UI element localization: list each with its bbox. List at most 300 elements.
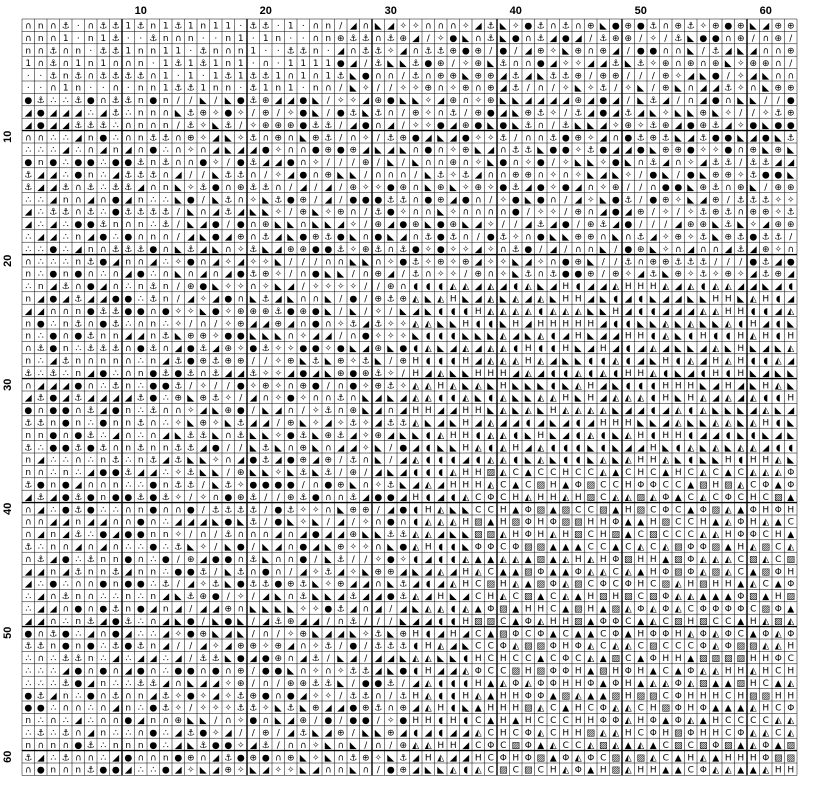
stitch-symbol: ◣ [487, 158, 494, 168]
stitch-symbol: ◣ [512, 394, 519, 404]
stitch-symbol: Φ [550, 580, 557, 590]
stitch-symbol: ∩ [200, 208, 207, 218]
stitch-symbol: ⚓ [24, 183, 32, 193]
stitch-symbol: ▲ [550, 555, 557, 565]
stitch-symbol: ◭ [500, 406, 507, 416]
stitch-symbol: H [712, 356, 719, 366]
stitch-symbol: ⊕ [399, 34, 407, 44]
stitch-symbol: / [214, 96, 218, 106]
stitch-symbol: ● [162, 381, 170, 391]
stitch-symbol: ▲ [712, 753, 719, 763]
stitch-symbol: ⚓ [399, 245, 407, 255]
stitch-symbol: n [150, 332, 156, 342]
stitch-symbol: C [488, 642, 494, 652]
stitch-symbol: ◣ [462, 381, 469, 391]
stitch-symbol: ⊕ [299, 381, 307, 391]
stitch-symbol: ◣ [175, 332, 182, 342]
stitch-symbol: ● [249, 480, 257, 490]
stitch-symbol: ◣ [750, 22, 757, 32]
stitch-symbol: ◣ [787, 369, 794, 379]
stitch-symbol: ∩ [737, 208, 744, 218]
stitch-symbol: ⚓ [424, 46, 432, 56]
stitch-symbol: ● [224, 493, 232, 503]
stitch-symbol: ⚓ [487, 34, 495, 44]
stitch-symbol: ⚓ [24, 753, 32, 763]
stitch-symbol: C [488, 728, 494, 738]
stitch-symbol: C [513, 654, 519, 664]
stitch-symbol: 1 [288, 59, 294, 69]
stitch-symbol: H [737, 691, 744, 701]
stitch-symbol: ⚓ [212, 369, 220, 379]
stitch-symbol: ✧ [562, 84, 570, 94]
stitch-symbol: ● [37, 766, 45, 776]
stitch-symbol: ✧ [487, 220, 495, 230]
stitch-symbol: ◖ [651, 332, 656, 342]
stitch-symbol: ∩ [62, 431, 69, 441]
stitch-symbol: ∩ [25, 505, 32, 515]
stitch-symbol: n [163, 604, 169, 614]
stitch-symbol: ✧ [362, 629, 370, 639]
stitch-symbol: ◣ [462, 530, 469, 540]
stitch-symbol: ▲ [737, 741, 744, 751]
stitch-symbol: ◢ [437, 493, 444, 503]
stitch-symbol: n [50, 418, 56, 428]
stitch-symbol: Φ [512, 629, 519, 639]
stitch-symbol: ∩ [412, 146, 419, 156]
stitch-symbol: ◢ [237, 208, 244, 218]
stitch-symbol: ∩ [237, 530, 244, 540]
stitch-symbol: ◢ [337, 518, 344, 528]
stitch-symbol: ∴ [163, 319, 169, 329]
stitch-symbol: ◭ [437, 518, 444, 528]
stitch-symbol: ∴ [138, 592, 144, 602]
stitch-symbol: ◣ [637, 96, 644, 106]
stitch-symbol: ◭ [562, 580, 569, 590]
stitch-symbol: ⊕ [274, 319, 282, 329]
stitch-symbol: n [50, 480, 56, 490]
stitch-symbol: ∩ [225, 431, 232, 441]
stitch-symbol: ⚓ [87, 617, 95, 627]
stitch-symbol: ◢ [662, 406, 669, 416]
stitch-symbol: ⚓ [374, 629, 382, 639]
stitch-symbol: Φ [575, 567, 582, 577]
stitch-symbol: / [214, 319, 218, 329]
stitch-symbol: H [662, 356, 669, 366]
stitch-symbol: H [512, 443, 519, 453]
stitch-symbol: ⚓ [699, 257, 707, 267]
stitch-symbol: ✧ [274, 146, 282, 156]
stitch-symbol: / [352, 270, 356, 280]
stitch-symbol: ⚓ [224, 71, 232, 81]
stitch-symbol: ⊕ [237, 642, 245, 652]
stitch-symbol: ◢ [25, 220, 32, 230]
stitch-symbol: ⚓ [249, 270, 257, 280]
stitch-symbol: C [775, 704, 781, 714]
stitch-symbol: / [352, 728, 356, 738]
stitch-symbol: n [75, 518, 81, 528]
stitch-symbol: n [113, 332, 119, 342]
stitch-symbol: / [214, 716, 218, 726]
stitch-symbol: H [637, 666, 644, 676]
stitch-symbol: ⊕ [662, 257, 670, 267]
stitch-symbol: ◣ [537, 282, 544, 292]
stitch-symbol: ✧ [374, 183, 382, 193]
stitch-symbol: n [138, 121, 144, 131]
stitch-symbol: Φ [525, 728, 532, 738]
stitch-symbol: ◭ [662, 332, 669, 342]
stitch-symbol: ∩ [250, 567, 257, 577]
stitch-symbol: ▲ [575, 629, 582, 639]
stitch-symbol: ◣ [762, 84, 769, 94]
stitch-symbol: n [100, 728, 106, 738]
stitch-symbol: ▲ [562, 704, 569, 714]
stitch-symbol: ⚓ [324, 642, 332, 652]
stitch-symbol: Φ [737, 518, 744, 528]
stitch-symbol: ◣ [775, 133, 782, 143]
stitch-symbol: H [700, 518, 707, 528]
stitch-symbol: ◢ [337, 443, 344, 453]
stitch-symbol: ● [212, 741, 220, 751]
stitch-symbol: ∩ [325, 394, 332, 404]
stitch-symbol: C [625, 468, 631, 478]
stitch-symbol: ⊕ [199, 592, 207, 602]
stitch-symbol: ⚓ [512, 245, 520, 255]
stitch-symbol: ● [549, 146, 557, 156]
stitch-symbol: C [763, 530, 769, 540]
stitch-symbol: ● [99, 468, 107, 478]
stitch-symbol: · [214, 34, 217, 44]
stitch-symbol: ⊕ [462, 84, 470, 94]
stitch-symbol: ▲ [662, 766, 669, 776]
row-label: 50 [2, 627, 14, 639]
stitch-symbol: ◢ [412, 34, 419, 44]
stitch-symbol: ⊕ [624, 121, 632, 131]
stitch-symbol: H [600, 555, 607, 565]
stitch-symbol: Φ [537, 691, 544, 701]
stitch-symbol: ◣ [225, 146, 232, 156]
stitch-symbol: ◣ [675, 369, 682, 379]
stitch-symbol: ∩ [137, 257, 144, 267]
stitch-symbol: ⚓ [724, 158, 732, 168]
column-label: 60 [760, 5, 772, 17]
stitch-symbol: C [650, 468, 656, 478]
stitch-symbol: ◢ [237, 456, 244, 466]
stitch-symbol: Φ [525, 741, 532, 751]
stitch-symbol: ⚓ [74, 394, 82, 404]
stitch-symbol: Φ [675, 716, 682, 726]
stitch-symbol: ⊕ [699, 121, 707, 131]
stitch-symbol: ✧ [449, 146, 457, 156]
stitch-symbol: Φ [787, 580, 794, 590]
stitch-symbol: ∴ [38, 245, 44, 255]
stitch-symbol: n [50, 530, 56, 540]
stitch-symbol: ⚓ [249, 84, 257, 94]
stitch-symbol: ● [124, 232, 132, 242]
stitch-symbol: ⚓ [299, 493, 307, 503]
stitch-symbol: ∩ [25, 518, 32, 528]
stitch-symbol: n [225, 84, 231, 94]
stitch-symbol: C [600, 642, 606, 652]
stitch-symbol: ⊕ [737, 22, 745, 32]
stitch-symbol: ⚓ [149, 456, 157, 466]
stitch-symbol: ▲ [762, 592, 769, 602]
stitch-symbol: / [364, 555, 368, 565]
stitch-symbol: ⊕ [374, 431, 382, 441]
stitch-symbol: ∩ [725, 34, 732, 44]
stitch-symbol: ⊕ [437, 183, 445, 193]
stitch-symbol: Φ [525, 505, 532, 515]
stitch-symbol: ∴ [138, 356, 144, 366]
stitch-symbol: ◖ [413, 728, 418, 738]
stitch-symbol: ⊕ [537, 46, 545, 56]
stitch-symbol: ◖ [451, 679, 456, 689]
stitch-symbol: ◢ [562, 431, 569, 441]
stitch-symbol: ◣ [362, 257, 369, 267]
stitch-symbol: ◣ [175, 183, 182, 193]
stitch-symbol: / [652, 208, 656, 218]
stitch-symbol: ∩ [712, 245, 719, 255]
stitch-symbol: ◣ [287, 220, 294, 230]
stitch-symbol: ⊕ [774, 220, 782, 230]
stitch-symbol: H [425, 716, 432, 726]
stitch-symbol: ◢ [37, 530, 44, 540]
stitch-symbol: ◢ [187, 232, 194, 242]
stitch-symbol: C [563, 629, 569, 639]
stitch-symbol: n [325, 34, 331, 44]
stitch-symbol: ∴ [125, 679, 131, 689]
stitch-symbol: ◢ [225, 270, 232, 280]
stitch-symbol: ⊕ [662, 121, 670, 131]
stitch-symbol: ● [649, 195, 657, 205]
stitch-symbol: ◢ [75, 542, 82, 552]
stitch-symbol: ✧ [374, 555, 382, 565]
stitch-symbol: H [462, 468, 469, 478]
stitch-symbol: ◣ [375, 530, 382, 540]
stitch-symbol: n [88, 34, 94, 44]
stitch-symbol: ◣ [587, 257, 594, 267]
stitch-symbol: ◢ [112, 530, 119, 540]
stitch-symbol: ✧ [487, 183, 495, 193]
stitch-symbol: ◣ [662, 443, 669, 453]
stitch-symbol: / [639, 220, 643, 230]
stitch-symbol: ◢ [37, 592, 44, 602]
stitch-symbol: ∩ [375, 257, 382, 267]
stitch-symbol: ◖ [688, 406, 693, 416]
stitch-symbol: ⚓ [137, 642, 145, 652]
stitch-symbol: ▲ [600, 604, 607, 614]
stitch-symbol: / [639, 71, 643, 81]
stitch-symbol: C [638, 642, 644, 652]
stitch-symbol: C [475, 741, 481, 751]
stitch-symbol: Φ [537, 629, 544, 639]
stitch-symbol: ◭ [625, 753, 632, 763]
stitch-symbol: ⊕ [662, 146, 670, 156]
stitch-symbol: ⚓ [24, 642, 32, 652]
stitch-symbol: ✧ [449, 84, 457, 94]
stitch-symbol: · [139, 34, 142, 44]
stitch-symbol: ◣ [187, 394, 194, 404]
stitch-symbol: ◭ [475, 443, 482, 453]
stitch-symbol: ◖ [688, 431, 693, 441]
stitch-symbol: ◢ [475, 22, 482, 32]
stitch-symbol: ∩ [125, 431, 132, 441]
stitch-symbol: ✧ [249, 195, 257, 205]
stitch-symbol: ◢ [462, 741, 469, 751]
stitch-symbol: H [750, 679, 757, 689]
stitch-symbol: ⚓ [287, 46, 295, 56]
stitch-symbol: C [575, 741, 581, 751]
stitch-symbol: ◢ [312, 369, 319, 379]
stitch-symbol: ◢ [250, 319, 257, 329]
stitch-symbol: ◣ [512, 108, 519, 118]
stitch-symbol: ◖ [438, 728, 443, 738]
stitch-symbol: ◣ [312, 443, 319, 453]
stitch-symbol: H [750, 753, 757, 763]
stitch-symbol: ✧ [574, 59, 582, 69]
stitch-symbol: ◣ [512, 121, 519, 131]
stitch-symbol: ⊕ [299, 629, 307, 639]
stitch-symbol: ⚓ [37, 493, 45, 503]
stitch-symbol: ◢ [175, 170, 182, 180]
stitch-symbol: ◢ [125, 567, 132, 577]
stitch-symbol: ⚓ [749, 195, 757, 205]
stitch-symbol: ● [99, 257, 107, 267]
stitch-symbol: ⊕ [349, 468, 357, 478]
stitch-symbol: 1 [188, 22, 194, 32]
stitch-symbol: ● [424, 195, 432, 205]
stitch-symbol: ⊕ [574, 232, 582, 242]
stitch-symbol: C [575, 654, 581, 664]
stitch-symbol: ⚓ [87, 406, 95, 416]
stitch-symbol: ◣ [300, 704, 307, 714]
stitch-symbol: ✧ [349, 282, 357, 292]
stitch-symbol: ∩ [475, 208, 482, 218]
stitch-symbol: ✧ [237, 282, 245, 292]
stitch-symbol: ✧ [237, 741, 245, 751]
stitch-symbol: / [177, 294, 181, 304]
stitch-symbol: ◢ [675, 307, 682, 317]
stitch-symbol: ◢ [537, 369, 544, 379]
stitch-symbol: ● [149, 728, 157, 738]
stitch-symbol: C [775, 542, 781, 552]
stitch-symbol: ⚓ [187, 84, 195, 94]
stitch-symbol: ✧ [212, 158, 220, 168]
stitch-symbol: ∩ [75, 728, 82, 738]
stitch-symbol: ∩ [525, 59, 532, 69]
stitch-symbol: ◭ [750, 704, 757, 714]
stitch-symbol: ▲ [512, 604, 519, 614]
stitch-symbol: ◣ [587, 121, 594, 131]
stitch-symbol: ◣ [687, 195, 694, 205]
stitch-symbol: ● [174, 666, 182, 676]
stitch-symbol: / [177, 642, 181, 652]
stitch-symbol: ∩ [87, 666, 94, 676]
stitch-symbol: ⊕ [187, 753, 195, 763]
stitch-symbol: ◢ [25, 208, 32, 218]
stitch-symbol: ✧ [224, 257, 232, 267]
stitch-symbol: ⊕ [312, 232, 320, 242]
stitch-symbol: Φ [562, 654, 569, 664]
stitch-symbol: ⊕ [662, 84, 670, 94]
stitch-symbol: ⚓ [224, 195, 232, 205]
stitch-symbol: H [725, 307, 732, 317]
stitch-symbol: ∩ [100, 691, 107, 701]
stitch-symbol: ⊕ [699, 108, 707, 118]
stitch-symbol: ∩ [562, 170, 569, 180]
stitch-symbol: ◣ [300, 753, 307, 763]
stitch-symbol: ● [662, 183, 670, 193]
stitch-symbol: ✧ [237, 716, 245, 726]
stitch-symbol: ∩ [425, 270, 432, 280]
stitch-symbol: ⊕ [274, 642, 282, 652]
stitch-symbol: ✧ [199, 294, 207, 304]
stitch-symbol: ◣ [562, 356, 569, 366]
stitch-symbol: / [377, 84, 381, 94]
stitch-symbol: ⚓ [374, 319, 382, 329]
stitch-symbol: ∴ [75, 691, 81, 701]
stitch-symbol: 1 [63, 84, 69, 94]
stitch-symbol: ◖ [651, 381, 656, 391]
stitch-symbol: ◭ [575, 691, 582, 701]
stitch-symbol: ◢ [387, 270, 394, 280]
stitch-symbol: ✧ [312, 691, 320, 701]
stitch-symbol: ∴ [50, 96, 56, 106]
stitch-symbol: C [588, 580, 594, 590]
stitch-symbol: ▨ [636, 753, 645, 763]
stitch-symbol: n [38, 158, 44, 168]
stitch-symbol: ◢ [587, 282, 594, 292]
stitch-symbol: H [725, 530, 732, 540]
stitch-symbol: ◢ [612, 46, 619, 56]
stitch-symbol: ✧ [337, 666, 345, 676]
stitch-symbol: n [150, 108, 156, 118]
stitch-symbol: ✧ [224, 394, 232, 404]
stitch-symbol: ∩ [375, 741, 382, 751]
stitch-symbol: ▨ [561, 691, 570, 701]
stitch-symbol: ▲ [537, 741, 544, 751]
stitch-symbol: ● [74, 741, 82, 751]
stitch-symbol: ◣ [737, 133, 744, 143]
stitch-symbol: ✧ [262, 704, 270, 714]
stitch-symbol: H [675, 468, 682, 478]
stitch-symbol: ◢ [475, 344, 482, 354]
stitch-symbol: ◭ [662, 319, 669, 329]
stitch-symbol: ◣ [275, 716, 282, 726]
stitch-symbol: ✧ [199, 493, 207, 503]
stitch-symbol: ⚓ [299, 431, 307, 441]
stitch-symbol: ⊕ [399, 183, 407, 193]
stitch-symbol: ▲ [712, 592, 719, 602]
stitch-symbol: ● [337, 146, 345, 156]
stitch-symbol: ▲ [675, 666, 682, 676]
stitch-symbol: C [513, 766, 519, 776]
stitch-symbol: ● [149, 381, 157, 391]
stitch-symbol: ◖ [451, 493, 456, 503]
stitch-symbol: ◢ [412, 704, 419, 714]
stitch-symbol: ◢ [587, 96, 594, 106]
stitch-symbol: ● [49, 406, 57, 416]
stitch-symbol: ◢ [50, 493, 57, 503]
stitch-symbol: ◢ [237, 369, 244, 379]
stitch-symbol: ◖ [763, 394, 768, 404]
stitch-symbol: H [550, 480, 557, 490]
stitch-symbol: ⚓ [699, 208, 707, 218]
stitch-symbol: ◣ [562, 46, 569, 56]
stitch-symbol: C [525, 654, 531, 664]
stitch-symbol: ◭ [500, 456, 507, 466]
stitch-symbol: H [500, 691, 507, 701]
stitch-symbol: ✧ [224, 679, 232, 689]
